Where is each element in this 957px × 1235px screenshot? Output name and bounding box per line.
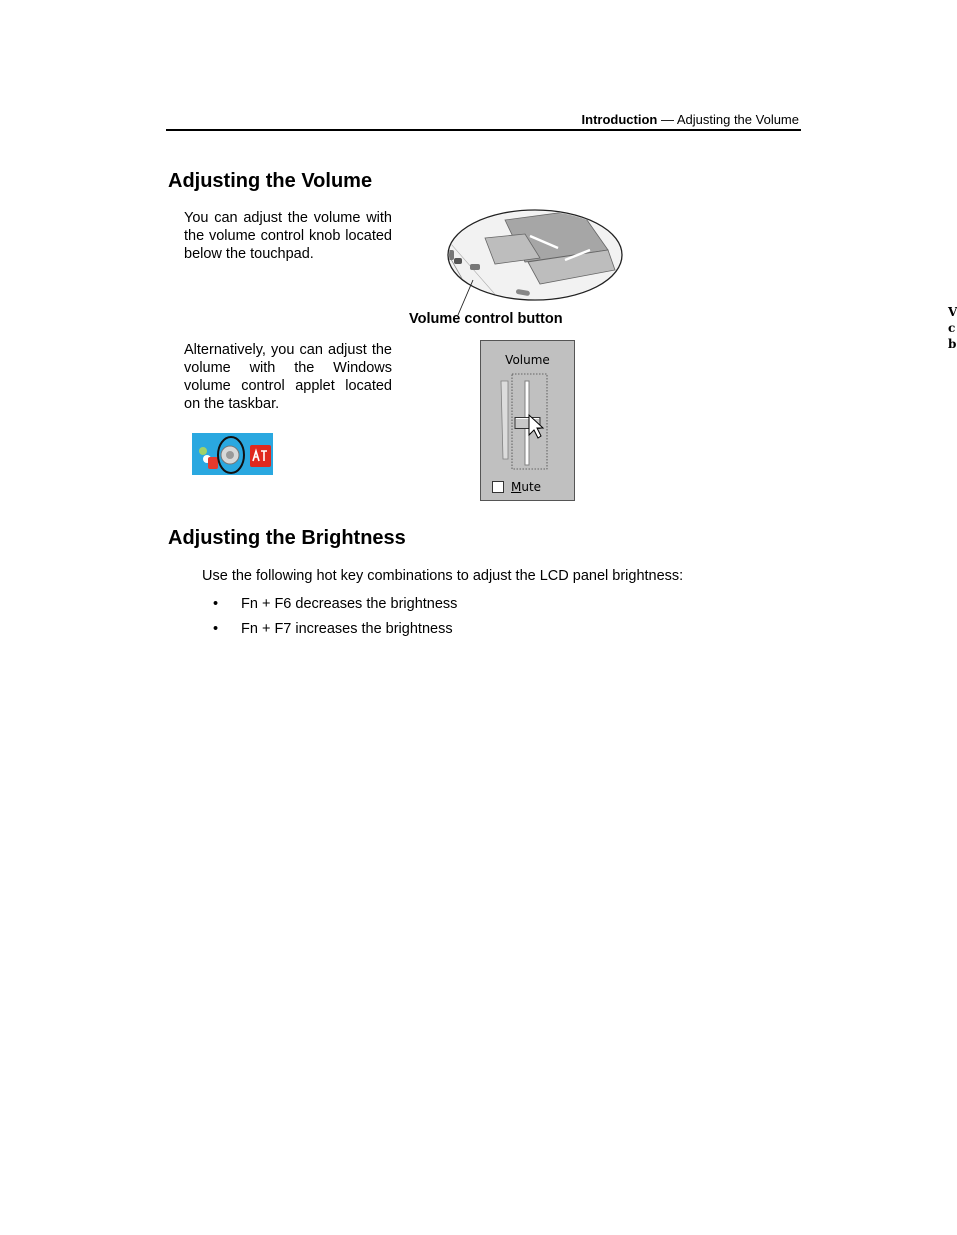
bullet-icon: • [213, 621, 219, 637]
edge-mark: V [948, 305, 957, 319]
mute-label[interactable]: Mute [511, 480, 542, 494]
volume-paragraph-applet: Alternatively, you can adjust the volume with the Windows volume control applet located on the taskbar. [184, 342, 392, 412]
brightness-intro: Use the following hot key combinations to adjust the LCD panel brightness: [202, 568, 684, 584]
brightness-heading: Adjusting the Brightness [168, 527, 406, 549]
volume-paragraph-knob: You can adjust the volume with the volume control knob located below the touchpad. [184, 210, 392, 262]
volume-control-caption: Volume control button [409, 311, 563, 327]
header-section: Introduction [581, 112, 658, 127]
edge-mark: c [948, 321, 956, 335]
header-separator: — [657, 112, 677, 127]
bullet-icon: • [213, 596, 219, 612]
edge-marks [948, 304, 957, 352]
mute-checkbox[interactable] [492, 481, 504, 493]
ati-icon [250, 445, 271, 467]
taskbar-snippet [192, 433, 273, 475]
list-item-text: Fn + F6 decreases the brightness [241, 596, 458, 612]
header-topic: Adjusting the Volume [676, 112, 799, 127]
speaker-icon[interactable] [221, 446, 239, 464]
touchpad-illustration [440, 200, 640, 320]
network-icon [199, 447, 218, 469]
volume-heading: Adjusting the Volume [168, 170, 373, 192]
volume-applet [480, 340, 575, 501]
list-item-text: Fn + F7 increases the brightness [241, 621, 453, 637]
running-header [166, 112, 801, 130]
header-rule [166, 129, 801, 131]
volume-level-wedge [501, 381, 508, 459]
edge-mark: b [948, 337, 957, 351]
volume-applet-title: Volume [505, 353, 550, 367]
